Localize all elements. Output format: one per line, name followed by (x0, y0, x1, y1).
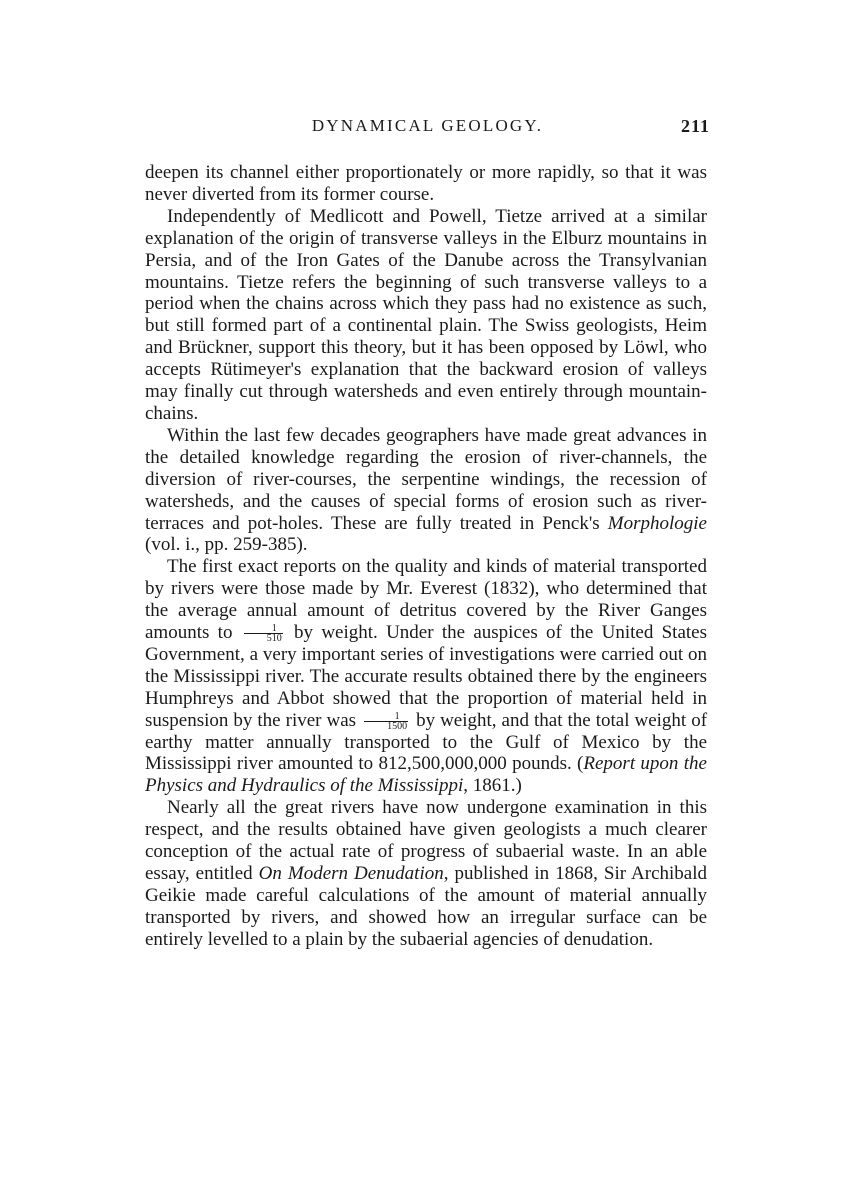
paragraph-1 (145, 162, 707, 206)
paragraph-3 (145, 425, 707, 556)
paragraph-3-italic-title: Morphologie (607, 512, 707, 534)
fraction-ganges (244, 624, 283, 643)
paragraph-4-text-b: by weight. Under the auspices of the United States Government, a very important series of investigations were carried out on the Mississippi river. The accurate results obtained there by the engineers Humphreys and Abbot showed that the proportion of material held in suspension by the river was (145, 622, 707, 731)
paragraph-4-text-a: The first exact reports on the quality and kinds of material transported by rivers were those made by Mr. Everest (1832), who determined that the average annual amount of detritus covered by the River Ganges amounts to (145, 556, 707, 644)
paragraph-5-italic-title: On Modern Denudation (258, 863, 444, 884)
paragraph-4-text-c: by weight, and that the total weight of earthy matter annually transported to the Gulf of Mexico by the Mississippi river amounted to 812,500,000,000 pounds. ( (145, 709, 708, 775)
paragraph-4-italic-title: Report upon the Physics and Hydraulics of the Mississippi (145, 753, 707, 797)
running-title: DYNAMICAL GEOLOGY. (311, 116, 544, 135)
body-text (145, 162, 707, 951)
fraction-ganges-denominator: 510 (266, 633, 282, 645)
paragraph-3-text-a: Within the last few decades geographers have made great advances in the detailed knowledge regarding the erosion of river-channels, the diversion of river-courses, the serpentine windings, the recession of watersheds, and the causes of special forms of erosion such as river-terraces and pot-holes. These are fully treated in Penck's (145, 424, 707, 534)
fraction-mississippi-denominator: 1500 (387, 720, 408, 732)
fraction-mississippi (364, 712, 408, 731)
paragraph-3-text-b: (vol. i., pp. 259-385). (145, 534, 308, 556)
fraction-ganges-numerator: 1 (244, 624, 283, 634)
paragraph-5-text-a: Nearly all the great rivers have now undergone examination in this respect, and the results obtained have given geologists a much clearer conception of the actual rate of progress of subaerial waste. In an able essay, entitled (145, 797, 707, 884)
page-number: 211 (680, 116, 710, 136)
paragraph-5 (145, 797, 707, 950)
paragraph-4 (145, 556, 707, 797)
paragraph-4-text-d: , 1861.) (463, 775, 522, 797)
paragraph-5-text-b: , published in 1868, Sir Archibald Geikie made careful calculations of the amount of material annually transported by rivers, and showed how an irregular surface can be entirely levelled to a plain by the subaerial agencies of denudation. (145, 863, 708, 950)
paragraph-2 (145, 206, 707, 425)
paragraph-2-text: Independently of Medlicott and Powell, Tietze arrived at a similar explanation of the origin of transverse valleys in the Elburz mountains in Persia, and of the Iron Gates of the Danube across the Transylvanian mountains. Tietze refers the beginning of such transverse valleys to a period when the chains across which they pass had no existence as such, but still formed part of a continental plain. The Swiss geologists, Heim and Brückner, support this theory, but it has been opposed by Löwl, who accepts Rütimeyer's explanation that the backward erosion of valleys may finally cut through watersheds and even entirely through mountain-chains. (145, 205, 707, 424)
running-head (145, 116, 710, 142)
paragraph-1-text: deepen its channel either proportionately or more rapidly, so that it was never diverted from its former course. (145, 162, 707, 205)
fraction-mississippi-numerator: 1 (364, 712, 408, 722)
